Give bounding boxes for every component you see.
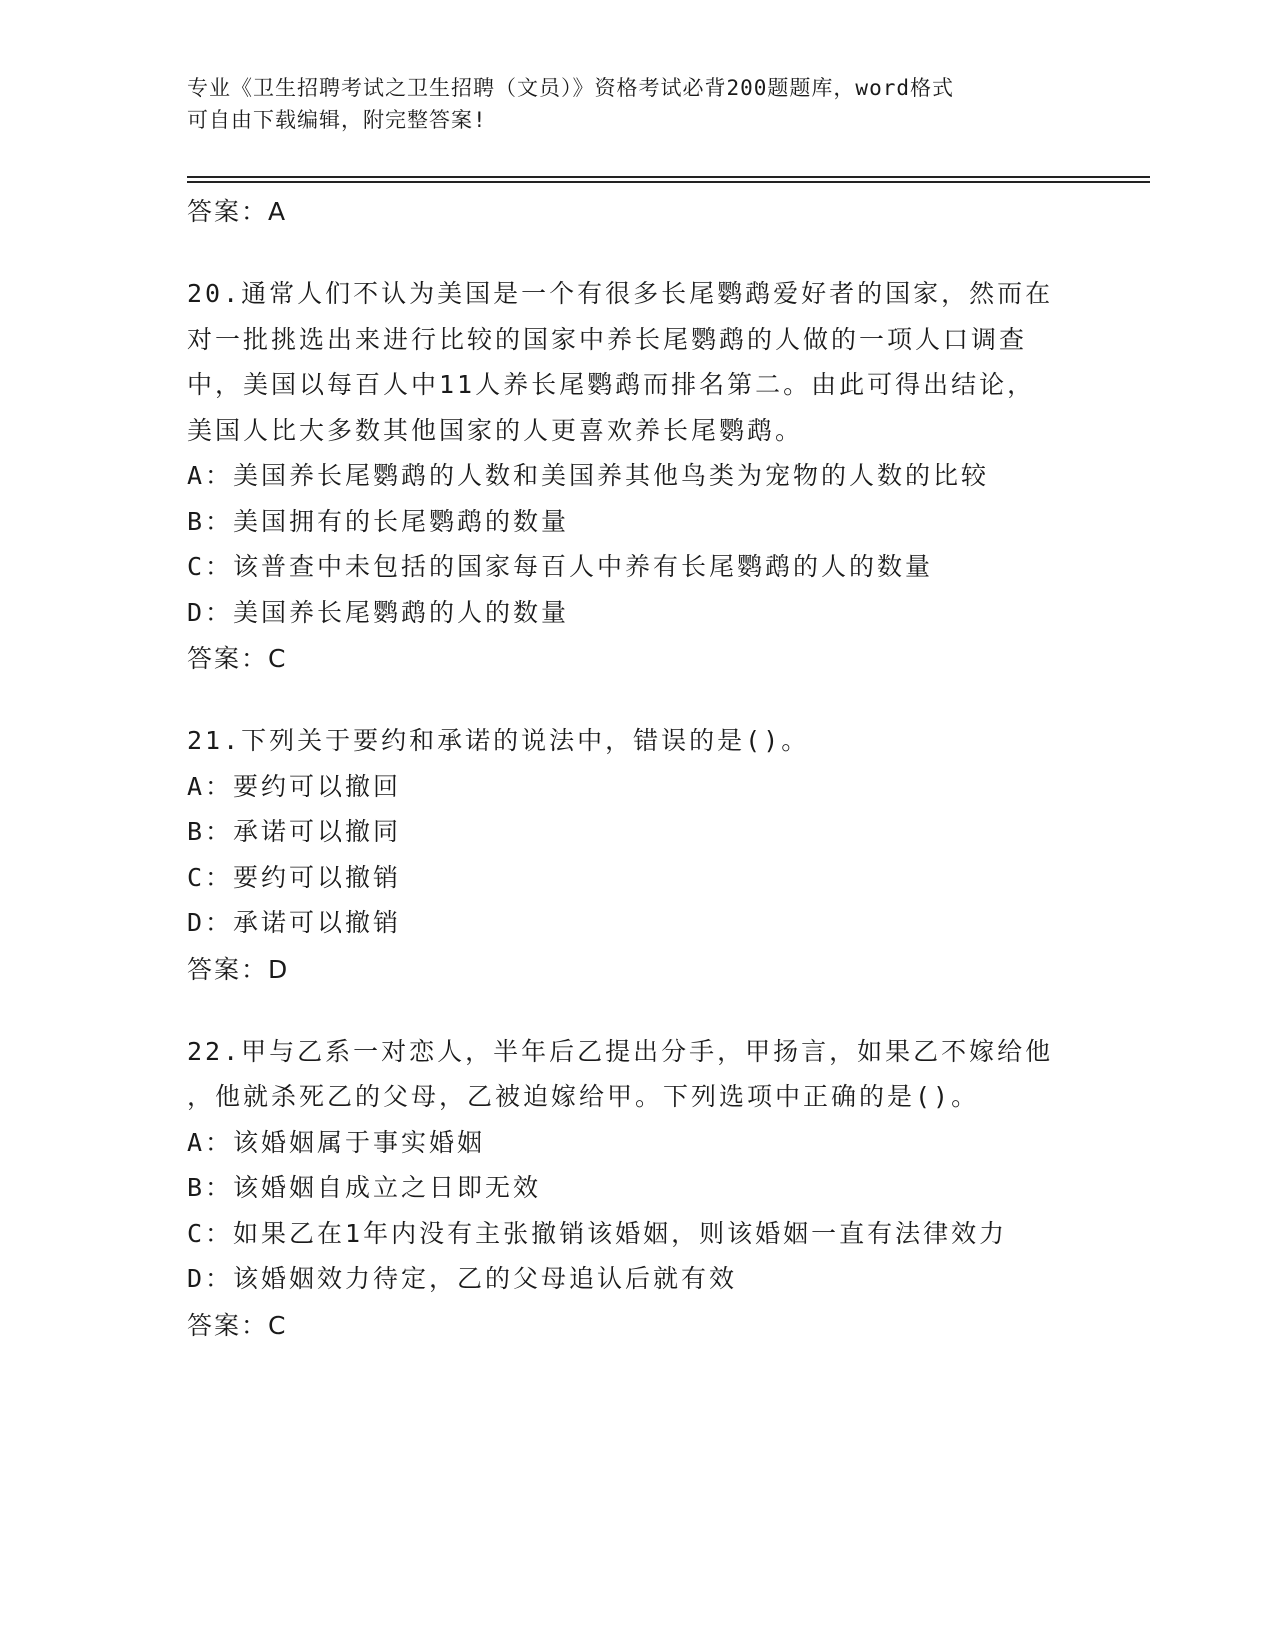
option-c: C：如果乙在1年内没有主张撤销该婚姻，则该婚姻一直有法律效力 bbox=[187, 1218, 1008, 1248]
option-a: A：该婚姻属于事实婚姻 bbox=[187, 1127, 486, 1157]
question-text-line: ，他就杀死乙的父母，乙被迫嫁给甲。下列选项中正确的是()。 bbox=[187, 1082, 980, 1111]
option-a: A：美国养长尾鹦鹉的人数和美国养其他鸟类为宠物的人数的比较 bbox=[187, 461, 990, 490]
question-text-line: 中，美国以每百人中11人养长尾鹦鹉而排名第二。由此可得出结论， bbox=[187, 370, 1036, 399]
option-b: B：承诺可以撤同 bbox=[187, 817, 402, 846]
header-line-1: 专业《卫生招聘考试之卫生招聘（文员）》资格考试必背200题题库，word格式 bbox=[187, 76, 954, 100]
question-text-line: 20.通常人们不认为美国是一个有很多长尾鹦鹉爱好者的国家，然而在 bbox=[187, 279, 1054, 308]
option-d: D：美国养长尾鹦鹉的人的数量 bbox=[187, 597, 570, 627]
question-text-line: 21.下列关于要约和承诺的说法中，错误的是()。 bbox=[187, 726, 810, 755]
question-text-line: 22.甲与乙系一对恋人，半年后乙提出分手，甲扬言，如果乙不嫁给他 bbox=[187, 1036, 1054, 1066]
option-b: B：美国拥有的长尾鹦鹉的数量 bbox=[187, 506, 570, 536]
answer-line: 答案：C bbox=[187, 644, 288, 673]
question-block bbox=[187, 1029, 1087, 1350]
document-header bbox=[187, 72, 1067, 136]
question-block bbox=[187, 271, 1087, 683]
option-c: C：该普查中未包括的国家每百人中养有长尾鹦鹉的人的数量 bbox=[187, 552, 934, 581]
option-b: B：该婚姻自成立之日即无效 bbox=[187, 1173, 542, 1202]
header-line-2: 可自由下载编辑，附完整答案! bbox=[187, 108, 487, 132]
header-divider-bottom bbox=[187, 181, 1150, 183]
spacer bbox=[187, 683, 1087, 718]
spacer bbox=[187, 236, 1087, 271]
question-block bbox=[187, 718, 1087, 994]
option-a: A：要约可以撤回 bbox=[187, 771, 402, 801]
header-divider-top bbox=[187, 176, 1150, 178]
option-c: C：要约可以撤销 bbox=[187, 862, 402, 892]
document-body bbox=[187, 188, 1087, 1350]
answer-line: 答案：C bbox=[187, 1310, 288, 1340]
question-text-line: 美国人比大多数其他国家的人更喜欢养长尾鹦鹉。 bbox=[187, 415, 804, 445]
answer-line: 答案：D bbox=[187, 954, 290, 984]
option-d: D：该婚姻效力待定，乙的父母追认后就有效 bbox=[187, 1264, 738, 1293]
question-text-line: 对一批挑选出来进行比较的国家中养长尾鹦鹉的人做的一项人口调查 bbox=[187, 324, 1028, 354]
answer-line: 答案：A bbox=[187, 197, 288, 226]
spacer bbox=[187, 994, 1087, 1029]
option-d: D：承诺可以撤销 bbox=[187, 908, 402, 937]
